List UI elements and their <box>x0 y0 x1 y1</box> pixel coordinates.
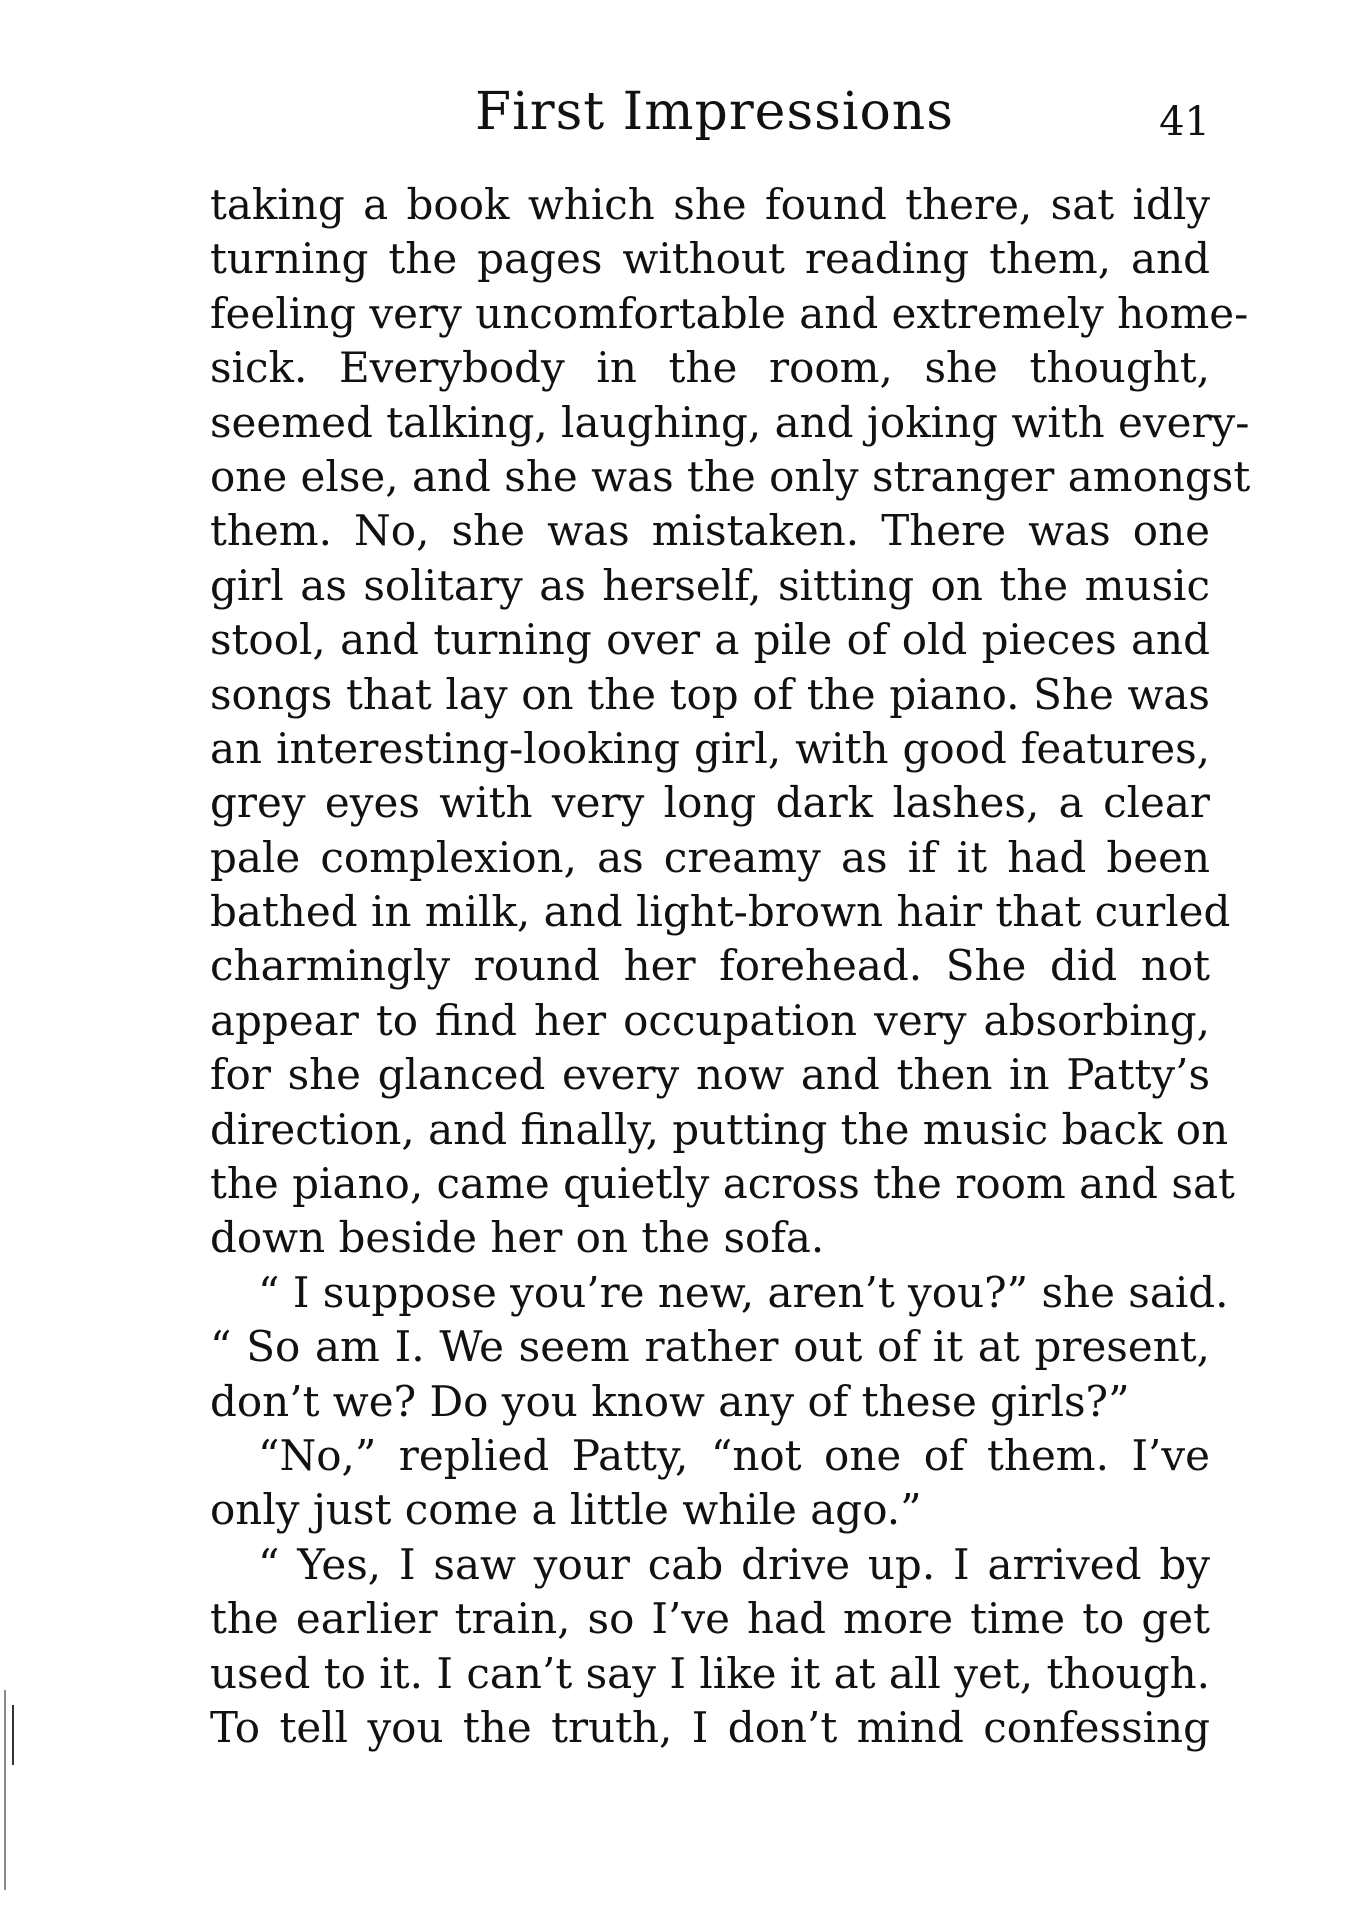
text-line: “ So am I. We seem rather out of it at present, <box>210 1322 1210 1372</box>
text-line: seemed talking, laughing, and joking with every- <box>210 397 1250 447</box>
text-line: one else, and she was the only stranger amongst <box>210 451 1251 501</box>
text-line: only just come a little while ago.” <box>210 1485 922 1535</box>
text-line: pale complexion, as creamy as if it had been <box>210 832 1210 882</box>
page-header <box>210 72 1210 152</box>
text-line: grey eyes with very long dark lashes, a clear <box>210 778 1210 828</box>
text-line: appear to find her occupation very absorbing, <box>210 995 1210 1045</box>
text-line: an interesting-looking girl, with good features, <box>210 723 1210 773</box>
text-line: them. No, she was mistaken. There was one <box>210 506 1210 556</box>
text-line: the earlier train, so I’ve had more time to get <box>210 1594 1210 1644</box>
text-line: songs that lay on the top of the piano. She was <box>210 669 1210 719</box>
scan-artifact <box>12 1705 14 1765</box>
text-line: charmingly round her forehead. She did not <box>210 941 1210 991</box>
text-line: feeling very uncomfortable and extremely home- <box>210 288 1249 338</box>
text-line: taking a book which she found there, sat idly <box>210 180 1210 229</box>
text-line: bathed in milk, and light-brown hair that curled <box>210 887 1231 937</box>
text-line: direction, and finally, putting the music back on <box>210 1104 1229 1154</box>
text-line: the piano, came quietly across the room and sat <box>210 1159 1235 1209</box>
text-line: To tell you the truth, I don’t mind confessing <box>210 1702 1210 1752</box>
running-title: First Impressions <box>475 82 954 142</box>
text-line: down beside her on the sofa. <box>210 1213 825 1263</box>
text-line: sick. Everybody in the room, she thought, <box>210 343 1210 393</box>
text-line: used to it. I can’t say I like it at all yet, though. <box>210 1648 1210 1698</box>
page-number: 41 <box>1159 99 1210 145</box>
text-line: don’t we? Do you know any of these girls?” <box>210 1376 1130 1426</box>
text-line: girl as solitary as herself, sitting on the music <box>210 560 1210 610</box>
scan-artifact <box>4 1690 6 1890</box>
text-line: turning the pages without reading them, and <box>210 234 1210 284</box>
body-text <box>210 178 1251 1755</box>
text-line: “ I suppose you’re new, aren’t you?” she said. <box>258 1267 1229 1317</box>
text-line: “No,” replied Patty, “not one of them. I’ve <box>258 1430 1210 1480</box>
text-line: “ Yes, I saw your cab drive up. I arrived by <box>258 1539 1210 1589</box>
text-line: stool, and turning over a pile of old pieces and <box>210 615 1210 665</box>
text-line: for she glanced every now and then in Patty’s <box>210 1050 1210 1100</box>
